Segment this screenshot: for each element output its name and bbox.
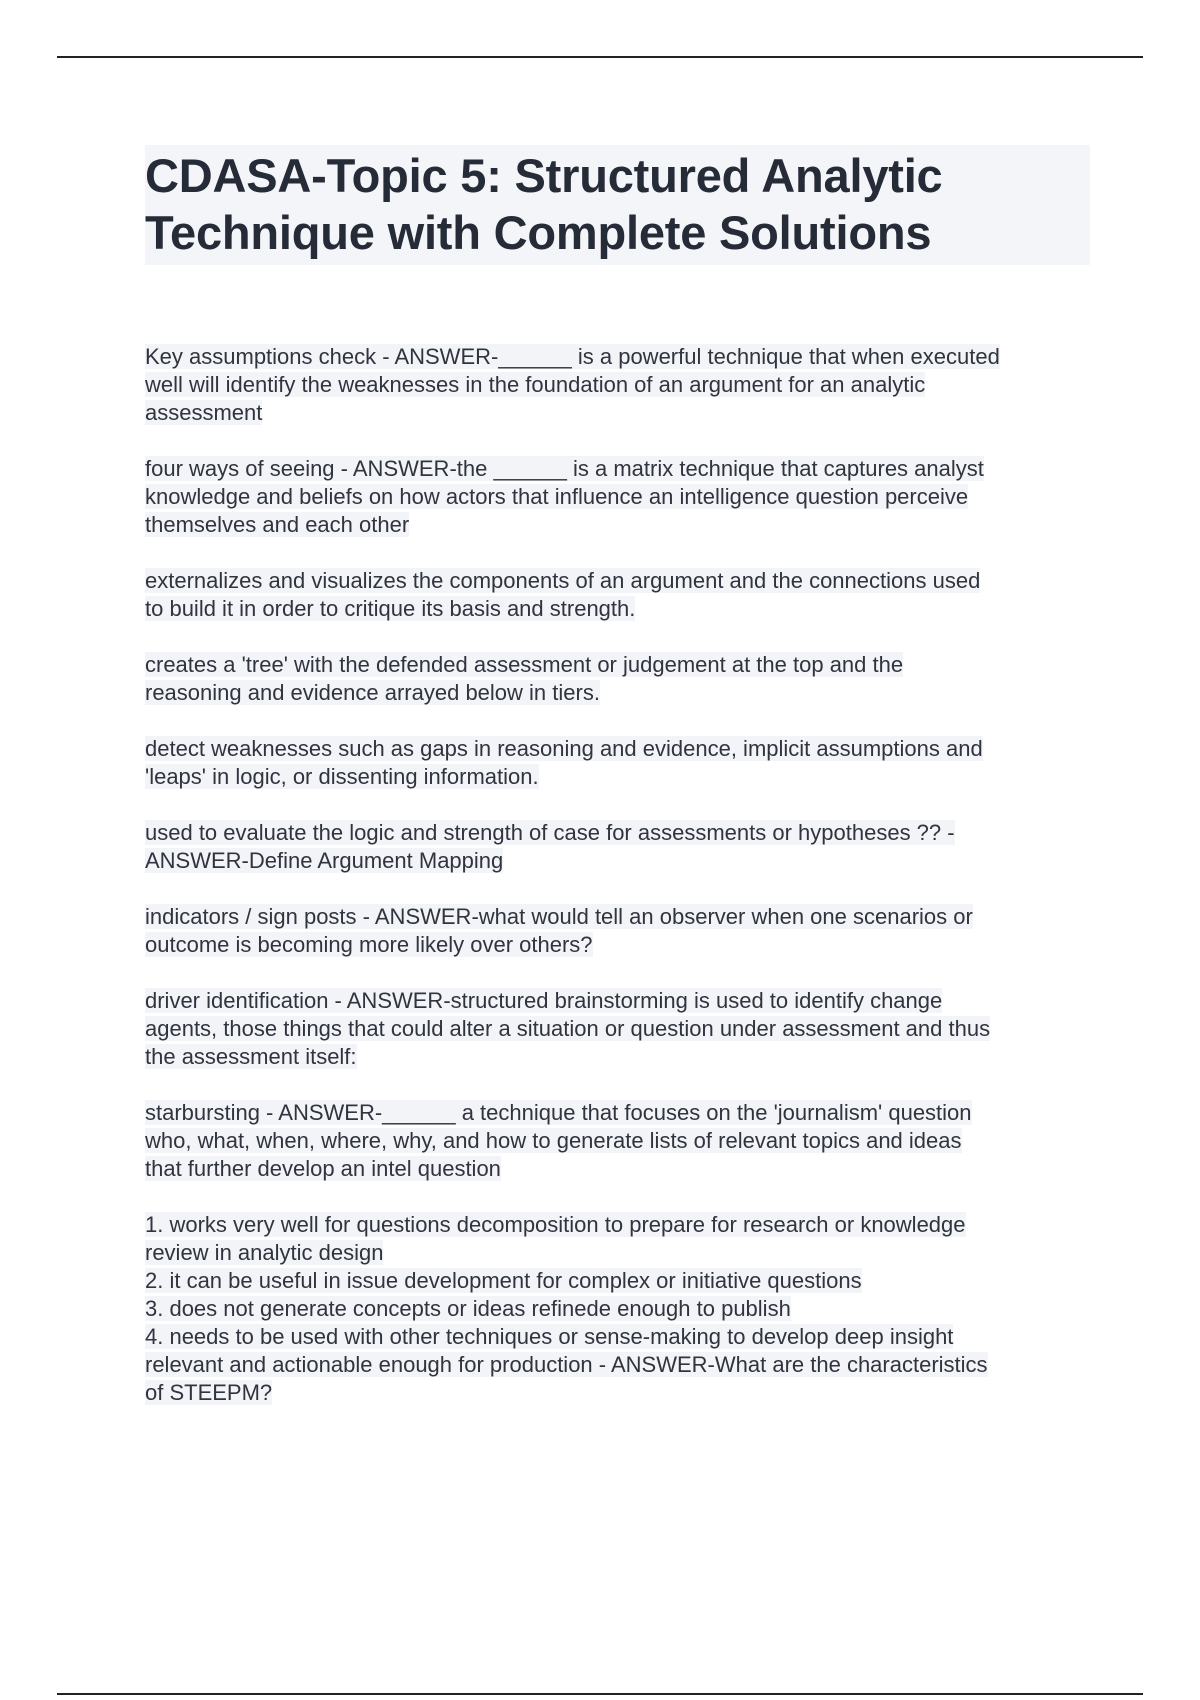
entry-text-line: 'leaps' in logic, or dissenting information. (145, 764, 539, 789)
entry-text-line: ANSWER-Define Argument Mapping (145, 848, 504, 873)
qa-entry-tree (145, 651, 1090, 707)
entry-text-line: that further develop an intel question (145, 1156, 501, 1181)
title-line: Technique with Complete Solutions (145, 206, 932, 259)
entry-text-line: the assessment itself: (145, 1044, 357, 1069)
qa-entry-key-assumptions (145, 343, 1090, 427)
entry-text-line: of STEEPM? (145, 1380, 273, 1405)
entry-text-line: to build it in order to critique its basis and strength. (145, 596, 636, 621)
qa-entry-externalizes (145, 567, 1090, 623)
qa-entry-detect-weaknesses (145, 735, 1090, 791)
entry-text-line: themselves and each other (145, 512, 410, 537)
title-block (145, 145, 1090, 265)
document-title (145, 147, 1084, 261)
entry-text-line: starbursting - ANSWER-______ a technique that focuses on the 'journalism' question (145, 1100, 972, 1125)
entry-text-line: indicators / sign posts - ANSWER-what would tell an observer when one scenarios or (145, 904, 973, 929)
footer-divider (57, 1693, 1143, 1695)
entry-text-line: relevant and actionable enough for production - ANSWER-What are the characteristics (145, 1352, 988, 1377)
entry-text-line: 4. needs to be used with other techniques or sense-making to develop deep insight (145, 1324, 954, 1349)
entry-text-line: knowledge and beliefs on how actors that influence an intelligence question perceive (145, 484, 969, 509)
entry-text-line: Key assumptions check - ANSWER-______ is a powerful technique that when executed (145, 344, 1000, 369)
entry-text-line: reasoning and evidence arrayed below in tiers. (145, 680, 600, 705)
document-body (145, 145, 1090, 1435)
entry-text-line: outcome is becoming more likely over others? (145, 932, 593, 957)
entry-text-line: 1. works very well for questions decomposition to prepare for research or knowledge (145, 1212, 966, 1237)
entry-text-line: review in analytic design (145, 1240, 384, 1265)
entry-text-line: agents, those things that could alter a situation or question under assessment and thus (145, 1016, 991, 1041)
entry-text-line: used to evaluate the logic and strength of case for assessments or hypotheses ?? - (145, 820, 955, 845)
entry-text-line: externalizes and visualizes the components of an argument and the connections used (145, 568, 981, 593)
entry-text-line: 2. it can be useful in issue development for complex or initiative questions (145, 1268, 862, 1293)
entry-text-line: four ways of seeing - ANSWER-the ______ is a matrix technique that captures analyst (145, 456, 984, 481)
entry-text-line: well will identify the weaknesses in the foundation of an argument for an analytic (145, 372, 926, 397)
entry-text-line: detect weaknesses such as gaps in reasoning and evidence, implicit assumptions and (145, 736, 983, 761)
title-line: CDASA-Topic 5: Structured Analytic (145, 149, 943, 202)
entry-text-line: who, what, when, where, why, and how to generate lists of relevant topics and ideas (145, 1128, 962, 1153)
entry-text-line: creates a 'tree' with the defended assessment or judgement at the top and the (145, 652, 904, 677)
qa-entry-starbursting (145, 1099, 1090, 1183)
qa-entry-indicators (145, 903, 1090, 959)
header-divider (57, 56, 1143, 58)
qa-entry-steepm (145, 1211, 1090, 1407)
qa-entry-argument-mapping (145, 819, 1090, 875)
entry-text-line: assessment (145, 400, 263, 425)
qa-entry-driver-identification (145, 987, 1090, 1071)
entry-text-line: 3. does not generate concepts or ideas refinede enough to publish (145, 1296, 791, 1321)
entry-text-line: driver identification - ANSWER-structured brainstorming is used to identify change (145, 988, 943, 1013)
qa-entry-four-ways-of-seeing (145, 455, 1090, 539)
